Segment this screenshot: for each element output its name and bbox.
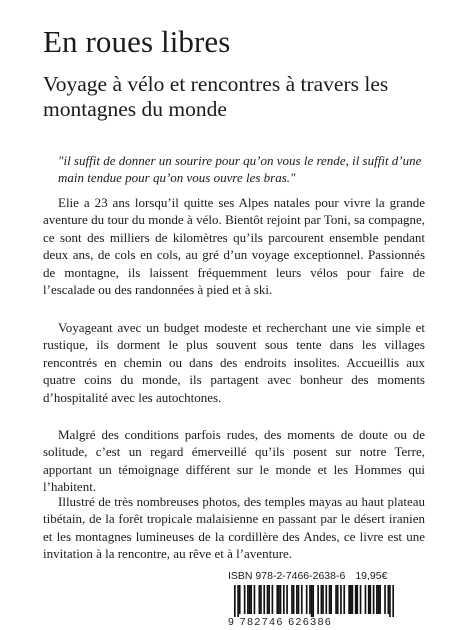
paragraph-3: Malgré des conditions parfois rudes, des moments de doute ou de solitude, c’est un regard émerveillé qu’ils posent sur notre Terre, apportant un témoignage différent sur le monde et les Hommes qui l’habitent. (43, 427, 425, 495)
paragraph-2: Voyageant avec un budget modeste et recherchant une vie simple et rustique, ils dorment le plus souvent sous tente dans les villages rencontrés en chemin ou dans des endroits insolites. Accueillis aux quatre coins du monde, ils partagent avec bonheur des moments d’hospitalité avec les autochtones. (43, 320, 425, 405)
isbn-line (228, 570, 387, 582)
barcode-bar (276, 585, 278, 614)
barcode-bar (250, 585, 252, 614)
barcode-bar (234, 585, 236, 617)
barcode-bar (249, 585, 251, 614)
barcode-bar (312, 585, 314, 617)
barcode-bar (291, 585, 293, 614)
barcode-digits: 9 782746 626386 (228, 616, 333, 628)
barcode-bar (272, 585, 274, 614)
barcode-bar (321, 585, 323, 614)
barcode-bar (355, 585, 357, 614)
barcode-bar (392, 585, 394, 617)
barcode-bar (360, 585, 362, 614)
barcode-bar (278, 585, 280, 614)
barcode-bar (325, 585, 327, 614)
barcode-bar (365, 585, 367, 614)
paragraph-4: Illustré de très nombreuses photos, des temples mayas au haut plateau tibétain, de la forêt tropicale malaisienne en passant par le désert iranien et les montagnes lumineuses de la cordillère des Andes, ce livre est une invitation à la rencontre, au rêve et à l’aventure. (43, 494, 425, 562)
barcode-bar (340, 585, 342, 614)
barcode-bar (298, 585, 300, 614)
barcode-bar (330, 585, 332, 614)
barcode-bar (370, 585, 372, 614)
barcode-bar (348, 585, 350, 614)
barcode-bar (311, 585, 313, 617)
barcode-bar (260, 585, 262, 614)
paragraph-1: Elie a 23 ans lorsqu’il quitte ses Alpes natales pour vivre la grande aventure du tour du monde à vélo. Bientôt rejoint par Toni, sa compagne, ce sont des milliers de kilomètres qu’ils parcourent ensemble pendant deux ans, de cols en cols, au gré d’un voyage exceptionnel. Passionnés de montagne, ils laissent fréquemment leurs vélos pour faire de l’escalade ou des randonnées à pied et à ski. (43, 195, 425, 298)
barcode-bar (239, 585, 241, 614)
barcode-bar (268, 585, 270, 614)
barcode-bar (244, 585, 246, 614)
barcode-bar (286, 585, 288, 614)
barcode-bar (356, 585, 358, 614)
barcode-bar (301, 585, 303, 614)
barcode-bar (387, 585, 389, 614)
barcode-bar (376, 585, 378, 614)
barcode-bar (254, 585, 256, 614)
barcode-bar (378, 585, 380, 614)
barcode-bar (368, 585, 370, 614)
barcode-bar (329, 585, 331, 614)
isbn-number: ISBN 978-2-7466-2638-6 (228, 570, 346, 582)
barcode-bar (237, 585, 239, 617)
barcode-bar (317, 585, 319, 614)
barcode-bar (309, 585, 311, 614)
barcode-bar (384, 585, 386, 614)
barcode-bar (350, 585, 352, 614)
epigraph-quote: "il suffit de donner un sourire pour qu’on vous le rende, il suffit d’une main tendue pour qu’on vous ouvre les bras." (58, 153, 422, 185)
barcode-bar (322, 585, 324, 614)
barcode-bar (258, 585, 260, 614)
barcode-bar (352, 585, 354, 614)
barcode-image (234, 585, 394, 617)
barcode-bar (389, 585, 391, 617)
barcode-bar (373, 585, 375, 614)
barcode-bar (263, 585, 265, 614)
barcode-bar (296, 585, 298, 614)
barcode-bar (337, 585, 339, 614)
barcode-bar (293, 585, 295, 614)
barcode-bar (283, 585, 285, 614)
barcode-bar (247, 585, 249, 614)
barcode-bar (343, 585, 345, 614)
price: 19,95€ (355, 570, 388, 582)
barcode-block (228, 570, 408, 630)
barcode-bar (335, 585, 337, 614)
book-subtitle: Voyage à vélo et rencontres à travers les montagnes du monde (43, 72, 389, 121)
barcode-bar (379, 585, 381, 614)
book-title: En roues libres (43, 24, 231, 59)
barcode-bar (267, 585, 269, 614)
barcode-bar (280, 585, 282, 614)
barcode-bar (306, 585, 308, 614)
